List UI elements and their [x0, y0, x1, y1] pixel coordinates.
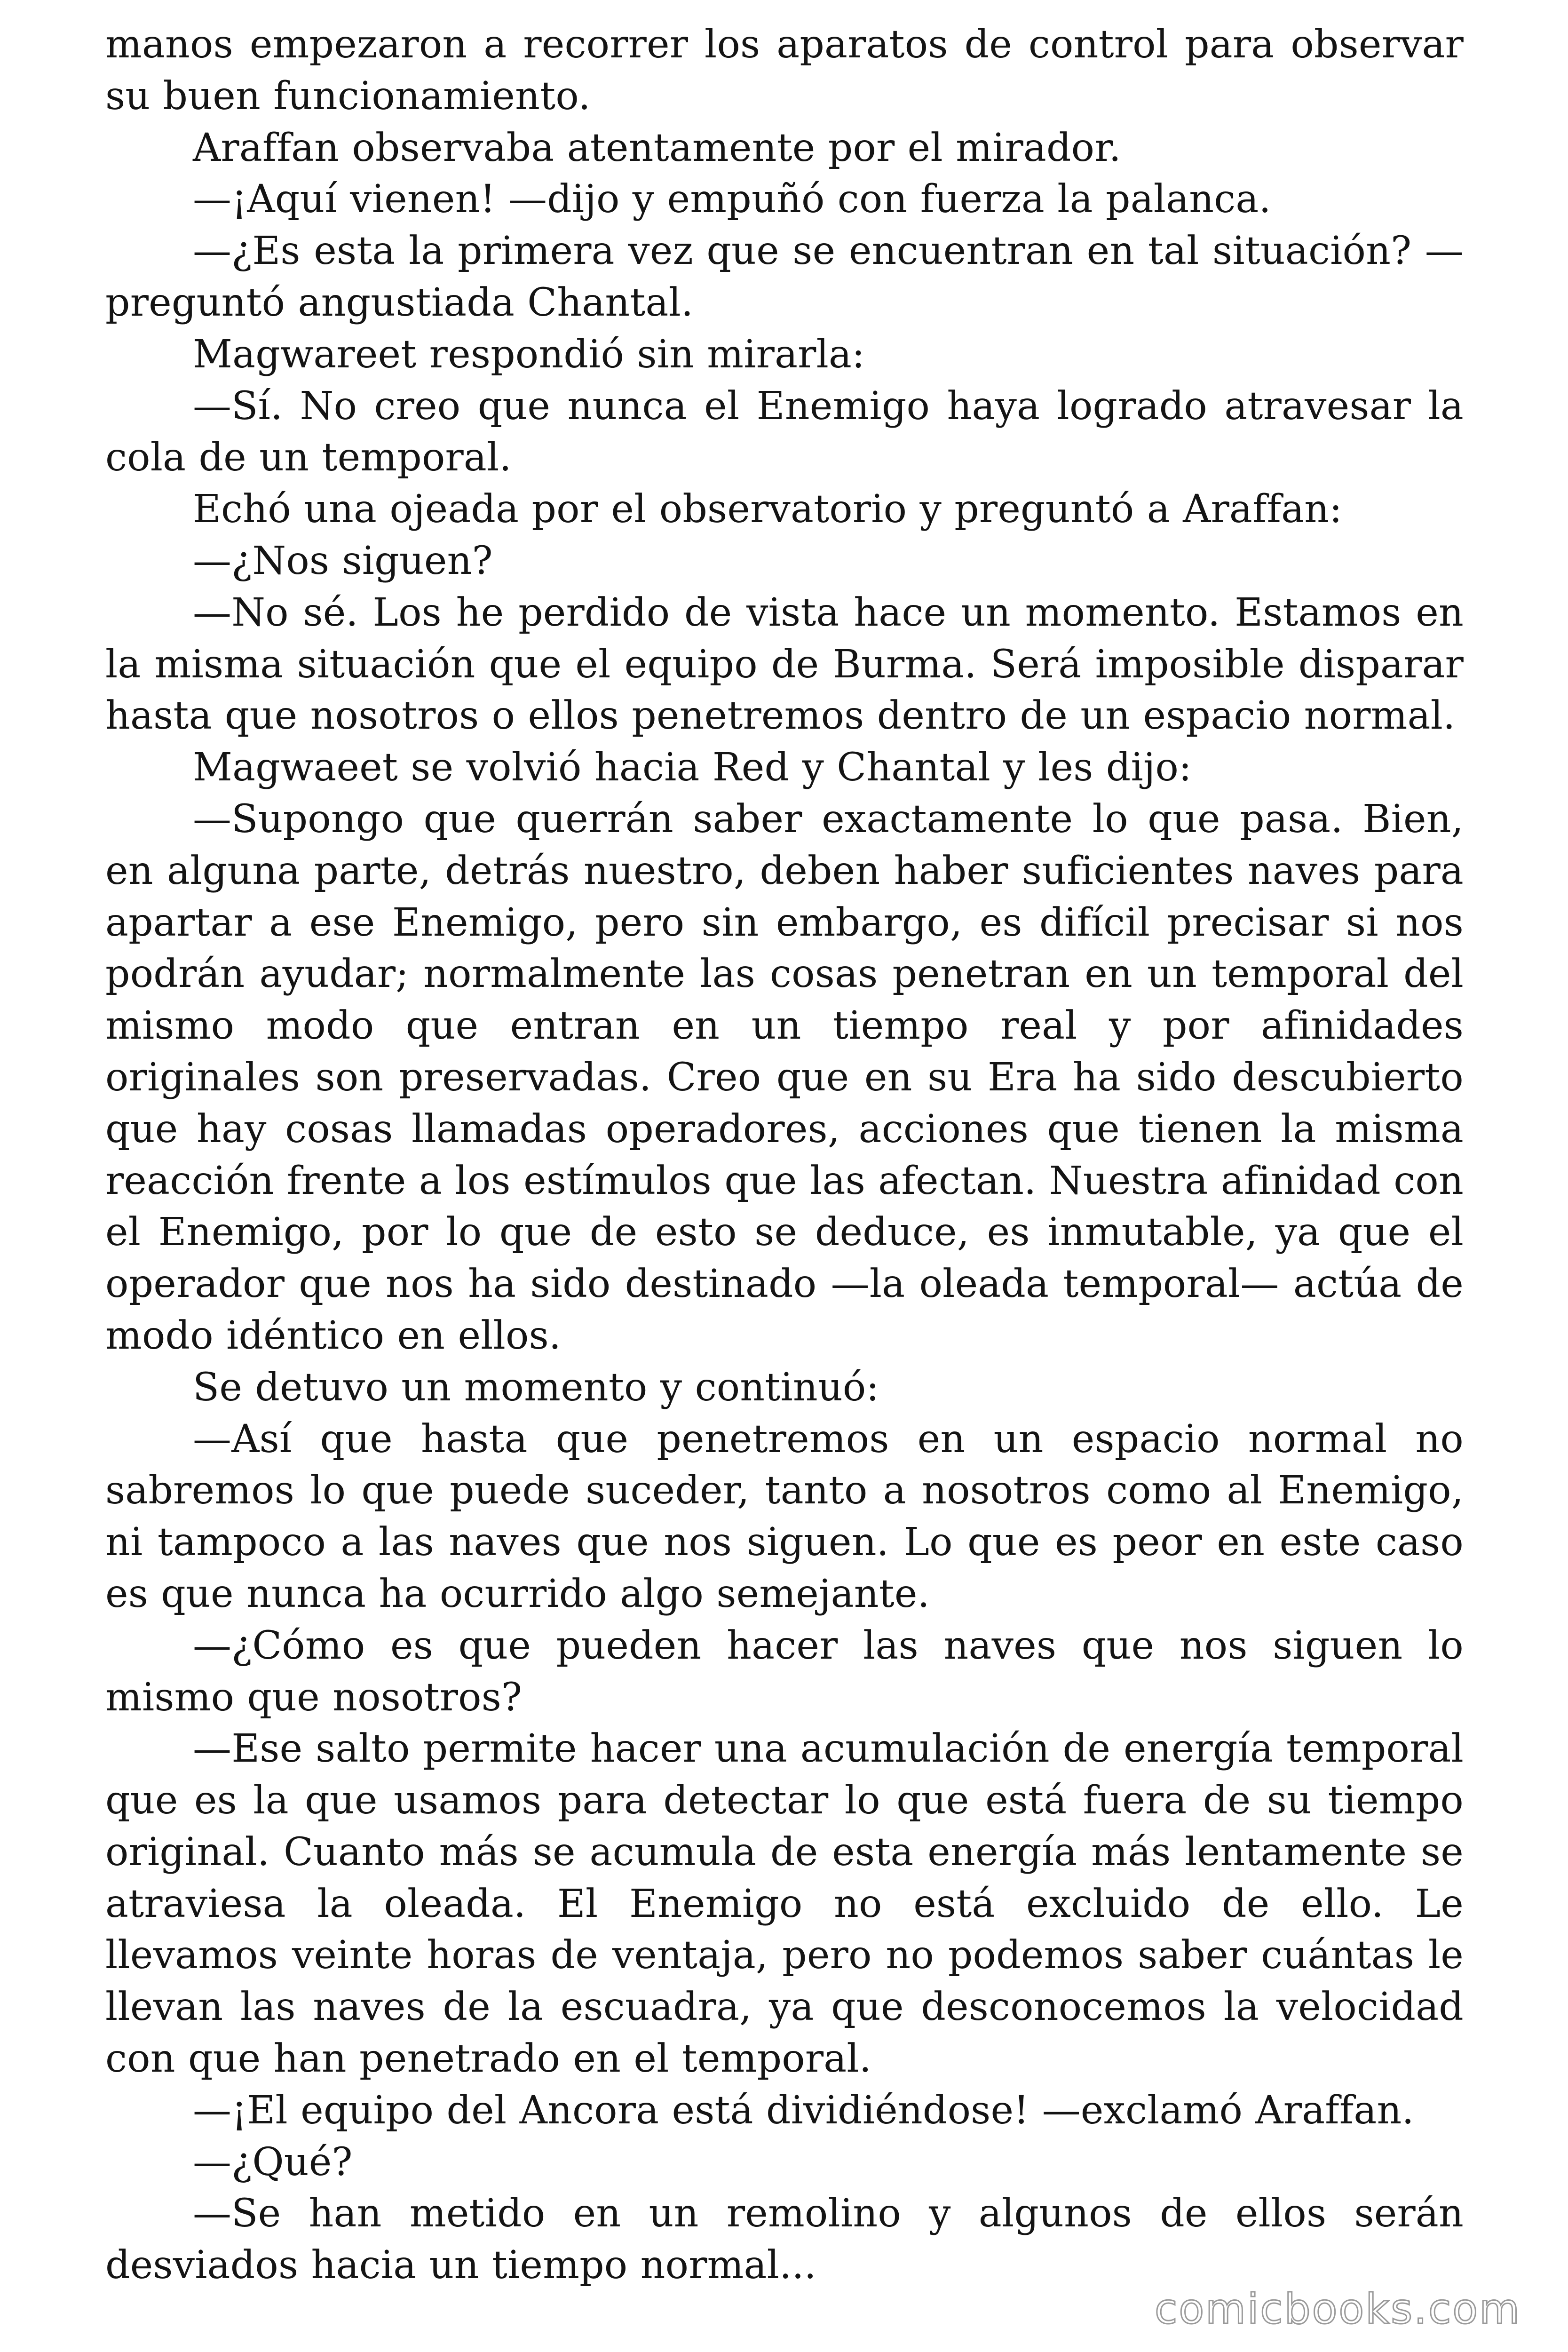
paragraph: Magwareet respondió sin mirarla: — [193, 332, 865, 377]
watermark: comicbooks.com — [1154, 2285, 1521, 2333]
paragraph: Echó una ojeada por el observatorio y preguntó a Araffan: — [193, 487, 1343, 532]
paragraph: manos empezaron a recorrer los aparatos de control para observar su buen funcionamiento. — [105, 22, 1464, 119]
paragraph: —¿Qué? — [193, 2139, 353, 2185]
paragraph: —¡Aquí vienen! —dijo y empuñó con fuerza la palanca. — [193, 177, 1271, 222]
paragraph: Magwaeet se volvió hacia Red y Chantal y les dijo: — [193, 745, 1192, 790]
page-text — [105, 19, 1464, 2291]
paragraph: —Se han metido en un remolino y algunos de ellos serán desviados hacia un tiempo normal... — [105, 2191, 1464, 2288]
paragraph: Araffan observaba atentamente por el mirador. — [193, 125, 1121, 170]
paragraph: —¿Es esta la primera vez que se encuentran en tal situación? —preguntó angustiada Chantal. — [105, 229, 1464, 325]
paragraph: —¿Cómo es que pueden hacer las naves que nos siguen lo mismo que nosotros? — [105, 1623, 1464, 1720]
paragraph: —¡El equipo del Ancora está dividiéndose! —exclamó Araffan. — [193, 2088, 1414, 2133]
paragraph: —No sé. Los he perdido de vista hace un momento. Estamos en la misma situación que el equipo de Burma. Será imposible disparar hasta que nosotros o ellos penetremos dentro de un espacio normal. — [105, 590, 1464, 739]
paragraph: —Supongo que querrán saber exactamente lo que pasa. Bien, en alguna parte, detrás nuestro, deben haber suficientes naves para apartar a ese Enemigo, pero sin embargo, es difícil precisar si nos podrán ayudar; normalmente las cosas penetran en un temporal del mismo modo que entran en un tiempo real y por afinidades originales son preservadas. Creo que en su Era ha sido descubierto que hay cosas llamadas operadores, acciones que tienen la misma reacción frente a los estímulos que las afectan. Nuestra afinidad con el Enemigo, por lo que de esto se deduce, es inmutable, ya que el operador que nos ha sido destinado —la oleada temporal— actúa de modo idéntico en ellos. — [105, 796, 1464, 1358]
paragraph: —Ese salto permite hacer una acumulación de energía temporal que es la que usamos para detectar lo que está fuera de su tiempo original. Cuanto más se acumula de esta energía más lentamente se atraviesa la oleada. El Enemigo no está excluido de ello. Le llevamos veinte horas de ventaja, pero no podemos saber cuántas le llevan las naves de la escuadra, ya que desconocemos la velocidad con que han penetrado en el temporal. — [105, 1726, 1464, 2082]
paragraph: Se detuvo un momento y continuó: — [193, 1365, 879, 1410]
paragraph: —Así que hasta que penetremos en un espacio normal no sabremos lo que puede suceder, tanto a nosotros como al Enemigo, ni tampoco a las naves que nos siguen. Lo que es peor en este caso es que nunca ha ocurrido algo semejante. — [105, 1416, 1464, 1616]
paragraph: —Sí. No creo que nunca el Enemigo haya logrado atravesar la cola de un temporal. — [105, 383, 1464, 480]
paragraph: —¿Nos siguen? — [193, 538, 493, 583]
